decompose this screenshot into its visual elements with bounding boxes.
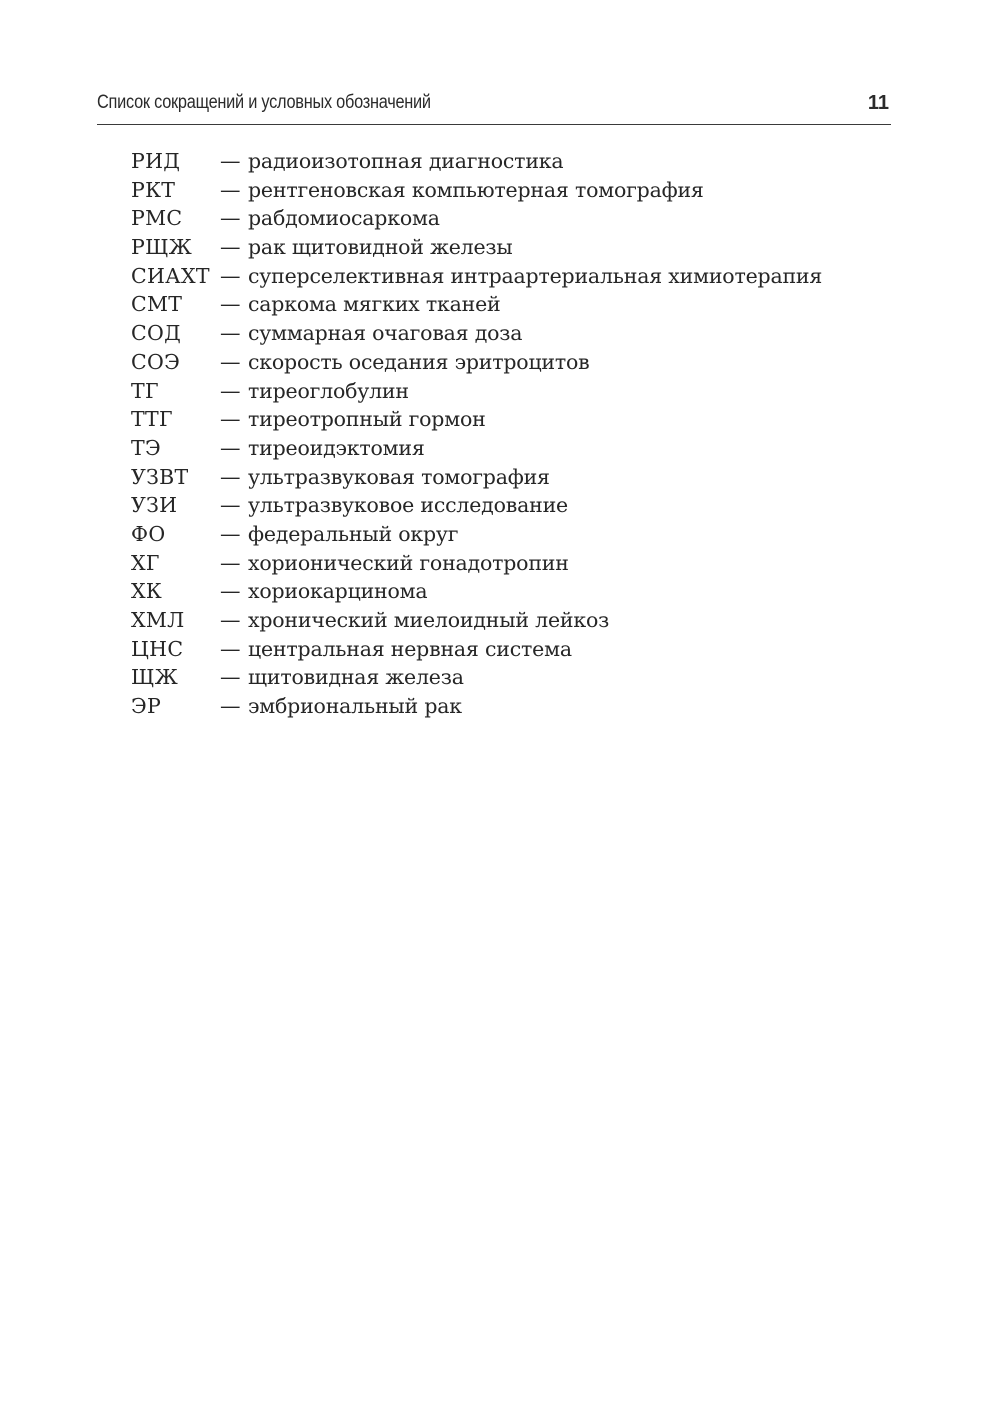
em-dash-separator: — xyxy=(220,694,241,719)
em-dash-separator: — xyxy=(220,235,241,260)
abbreviation-term: РКТ xyxy=(131,177,176,202)
em-dash-separator: — xyxy=(220,149,241,173)
page-header xyxy=(97,90,891,125)
em-dash-separator: — xyxy=(220,206,241,231)
abbreviation-term: ХК xyxy=(131,579,163,604)
running-title: Список сокращений и условных обозначений xyxy=(97,92,431,113)
abbreviation-definition: эмбриональный рак xyxy=(248,694,462,719)
em-dash-separator: — xyxy=(220,608,241,632)
abbreviation-definition: радиоизотопная диагностика xyxy=(248,149,564,173)
abbreviation-definition: хронический миелоидный лейкоз xyxy=(248,608,610,632)
abbreviation-definition: рак щитовидной железы xyxy=(248,235,513,260)
abbreviation-term: СОД xyxy=(131,321,182,346)
abbreviation-definition: рабдомиосаркома xyxy=(248,206,440,231)
abbreviation-term: ХМЛ xyxy=(131,608,185,632)
em-dash-separator: — xyxy=(220,378,241,403)
abbreviation-definition: суммарная очаговая доза xyxy=(248,321,523,346)
abbreviation-term: ТГ xyxy=(131,378,159,403)
abbreviation-term: СМТ xyxy=(131,292,183,317)
abbreviation-definition: щитовидная железа xyxy=(248,665,464,690)
abbreviation-term: ТЭ xyxy=(131,435,161,460)
em-dash-separator: — xyxy=(220,435,241,460)
em-dash-separator: — xyxy=(220,407,241,432)
em-dash-separator: — xyxy=(220,292,241,317)
abbreviation-term: ФО xyxy=(131,521,166,546)
em-dash-separator: — xyxy=(220,177,241,202)
em-dash-separator: — xyxy=(220,493,241,518)
em-dash-separator: — xyxy=(220,464,241,489)
abbreviation-definition: центральная нервная система xyxy=(248,636,572,661)
abbreviation-term: ЭР xyxy=(131,694,162,719)
abbreviation-term: УЗИ xyxy=(131,493,178,518)
abbreviation-definition: хорионический гонадотропин xyxy=(248,550,569,575)
em-dash-separator: — xyxy=(220,665,241,690)
em-dash-separator: — xyxy=(220,349,241,374)
abbreviation-definition: федеральный округ xyxy=(248,521,459,546)
abbreviation-term: РЩЖ xyxy=(131,235,193,260)
abbreviation-definition: суперселективная интраартериальная химиотерапия xyxy=(248,263,823,288)
abbreviation-term: РМС xyxy=(131,206,183,231)
em-dash-separator: — xyxy=(220,579,241,604)
abbreviation-definition: ультразвуковое исследование xyxy=(248,493,568,518)
em-dash-separator: — xyxy=(220,263,241,288)
abbreviation-term: СОЭ xyxy=(131,349,181,374)
em-dash-separator: — xyxy=(220,636,241,661)
em-dash-separator: — xyxy=(220,550,241,575)
abbreviation-definition: тиреоидэктомия xyxy=(248,435,425,460)
em-dash-separator: — xyxy=(220,521,241,546)
abbreviation-definition: тиреоглобулин xyxy=(248,378,409,403)
abbreviation-term: ЦНС xyxy=(131,636,184,661)
abbreviation-term: ТТГ xyxy=(131,407,173,432)
abbreviation-definition: рентгеновская компьютерная томография xyxy=(248,177,704,202)
em-dash-separator: — xyxy=(220,321,241,346)
abbreviation-term: ХГ xyxy=(131,550,160,575)
abbreviation-definition: саркома мягких тканей xyxy=(248,292,501,317)
abbreviation-definition: скорость оседания эритроцитов xyxy=(248,349,590,374)
abbreviation-definition: хориокарцинома xyxy=(248,579,428,604)
abbreviation-term: РИД xyxy=(131,149,181,173)
page-number: 11 xyxy=(867,92,889,114)
abbreviation-definition: тиреотропный гормон xyxy=(248,407,486,432)
abbreviation-term: УЗВТ xyxy=(131,464,189,489)
abbreviation-term: СИАХТ xyxy=(131,263,210,288)
abbreviation-term: ЩЖ xyxy=(131,665,179,690)
abbreviation-definition: ультразвуковая томография xyxy=(248,464,550,489)
